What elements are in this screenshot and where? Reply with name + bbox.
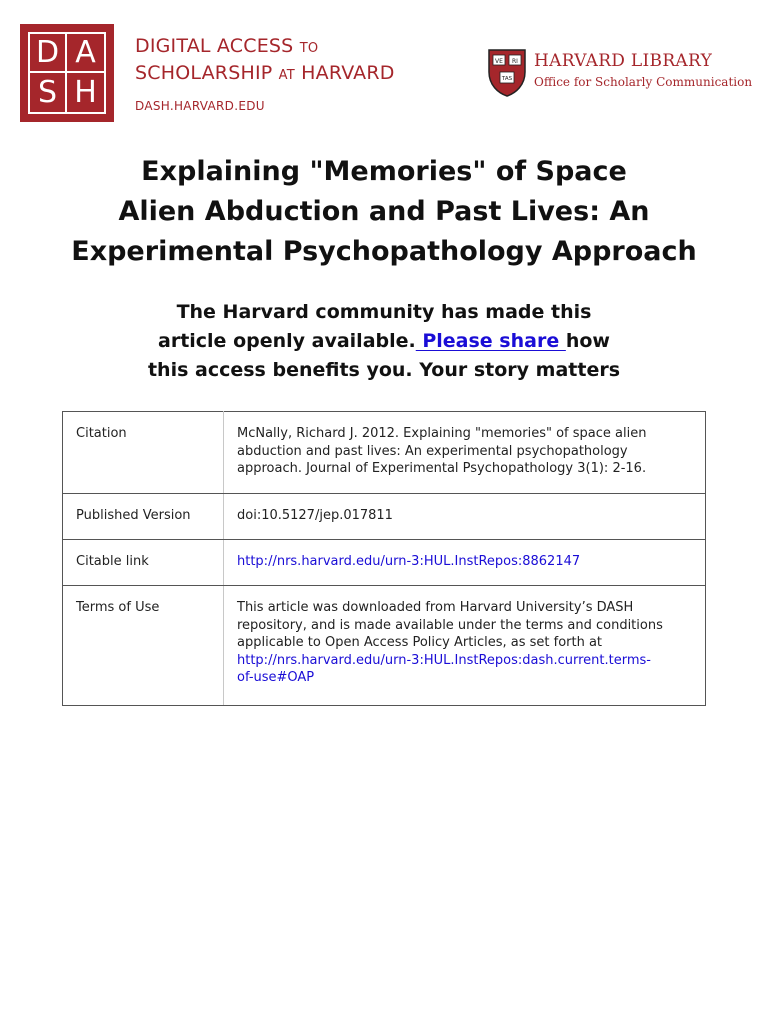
dash-wordmark-line1 (135, 34, 425, 61)
dash-logo (20, 24, 114, 122)
citable-link[interactable]: http://nrs.harvard.edu/urn-3:HUL.InstRepos:8862147 (237, 554, 581, 569)
terms-of-use-text: This article was downloaded from Harvard University’s DASH repository, and is made available under the terms and conditions applicable to Open Access Policy Articles, as set forth at (237, 600, 663, 650)
please-share-link[interactable]: Please share (415, 330, 566, 352)
share-message-line: this access benefits you. Your story matters (147, 359, 621, 381)
dash-wordmark-text: AT (278, 68, 295, 83)
dash-logo-letter: S (30, 73, 67, 112)
dash-logo-letter: H (74, 74, 97, 110)
dash-wordmark-text: HARVARD (301, 62, 395, 84)
harvard-library-subtitle: Office for Scholarly Communication (534, 75, 753, 89)
article-title (30, 152, 738, 272)
dash-logo-letter: D (30, 34, 67, 73)
article-title-line: Experimental Psychopathology Approach (71, 236, 697, 267)
share-message-text: article openly available. (158, 330, 416, 352)
citation-label: Citation (63, 412, 224, 494)
shield-letters: VE (495, 58, 503, 65)
citable-link-label: Citable link (63, 540, 224, 586)
citation-value: McNally, Richard J. 2012. Explaining "memories" of space alien abduction and past lives: An experimental psychopathology approach. Journal of Experimental Psychopathology 3(1): 2-16. (224, 412, 706, 494)
article-title-line: Explaining "Memories" of Space (141, 156, 627, 187)
shield-letters: TAS (501, 76, 513, 82)
share-message-text: how (565, 330, 610, 352)
published-version-label: Published Version (63, 494, 224, 540)
article-metadata-table (62, 411, 706, 706)
published-version-value: doi:10.5127/jep.017811 (224, 494, 706, 540)
dash-logo-letter: A (67, 34, 104, 73)
dash-url[interactable]: DASH.HARVARD.EDU (135, 99, 265, 113)
dash-wordmark-line2 (135, 61, 425, 88)
table-row-citation (63, 412, 706, 494)
share-message-line (60, 327, 708, 356)
terms-of-use-value (224, 586, 706, 706)
table-row-citable-link (63, 540, 706, 586)
dash-wordmark (135, 34, 425, 119)
dash-wordmark-text: DIGITAL ACCESS (135, 35, 294, 57)
dash-wordmark-text: SCHOLARSHIP (135, 62, 273, 84)
share-message (60, 298, 708, 385)
table-row-terms-of-use (63, 586, 706, 706)
harvard-library-logo (487, 48, 757, 100)
harvard-shield-icon (487, 48, 527, 98)
terms-of-use-link[interactable]: http://nrs.harvard.edu/urn-3:HUL.InstRepos:dash.current.terms-of-use#OAP (237, 652, 651, 685)
shield-letters: RI (512, 58, 518, 65)
share-message-line: The Harvard community has made this (176, 301, 592, 323)
citable-link-value (224, 540, 706, 586)
page-header (0, 0, 768, 130)
harvard-library-name: HARVARD LIBRARY (534, 51, 713, 71)
article-title-line: Alien Abduction and Past Lives: An (118, 196, 650, 227)
table-row-published-version (63, 494, 706, 540)
terms-of-use-label: Terms of Use (63, 586, 224, 706)
dash-wordmark-text: TO (299, 41, 319, 56)
